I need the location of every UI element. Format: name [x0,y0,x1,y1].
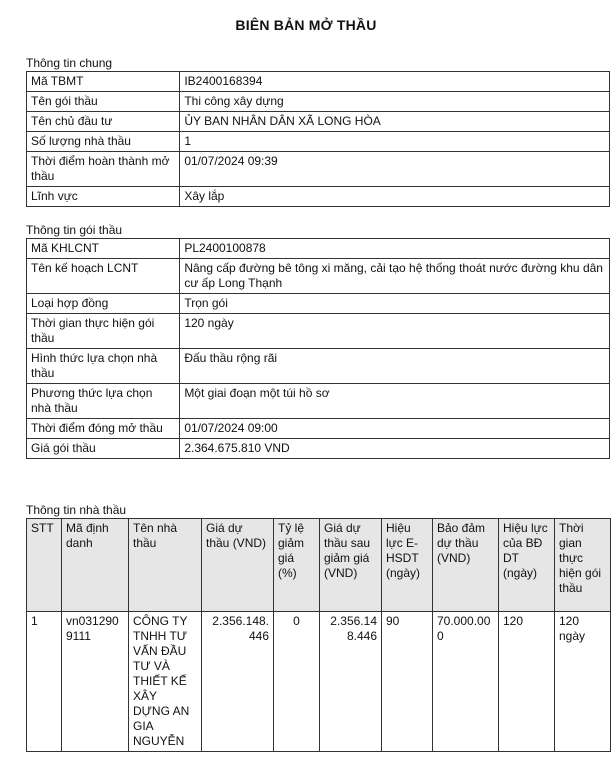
field-value: 2.364.675.810 VND [180,439,610,459]
field-value: Trọn gói [180,294,610,314]
package-info-table [26,238,610,459]
guarantee-validity-cell: 120 [499,612,555,752]
field-value: PL2400100878 [180,239,610,259]
contractor-info-heading: Thông tin nhà thầu [26,503,127,517]
validity-cell: 90 [382,612,433,752]
field-value: Đấu thầu rộng rãi [180,349,610,384]
field-label: Thời điểm hoàn thành mở thầu [27,152,180,187]
table-row [27,92,610,112]
table-row [27,612,611,752]
column-header: Hiệu lực E-HSDT (ngày) [382,519,433,612]
field-label: Thời gian thực hiện gói thầu [27,314,180,349]
bid-price-cell: 2.356.148.446 [202,612,274,752]
table-row [27,419,610,439]
table-row [27,259,610,294]
duration-cell: 120 ngày [555,612,611,752]
table-row [27,384,610,419]
column-header: Hiệu lực của BĐ DT (ngày) [499,519,555,612]
field-value: Thi công xây dựng [180,92,610,112]
field-value: 01/07/2024 09:39 [180,152,610,187]
table-row [27,314,610,349]
field-value: 1 [180,132,610,152]
field-label: Lĩnh vực [27,187,180,207]
field-label: Số lượng nhà thầu [27,132,180,152]
stt-cell: 1 [27,612,62,752]
field-label: Mã KHLCNT [27,239,180,259]
column-header: Giá dự thầu sau giảm giá (VND) [320,519,382,612]
column-header: Giá dự thầu (VND) [202,519,274,612]
price-after-discount-cell: 2.356.148.446 [320,612,382,752]
column-header: Mã định danh [62,519,129,612]
field-label: Loại hợp đồng [27,294,180,314]
guarantee-cell: 70.000.000 [433,612,499,752]
field-value: Xây lắp [180,187,610,207]
column-header: Tỷ lệ giảm giá (%) [274,519,320,612]
field-value: Nâng cấp đường bê tông xi măng, cải tạo hệ thống thoát nước đường khu dân cư ấp Long Thạnh [180,259,610,294]
field-label: Tên kế hoạch LCNT [27,259,180,294]
field-value: 01/07/2024 09:00 [180,419,610,439]
general-info-table [26,71,610,207]
table-row [27,72,610,92]
field-label: Tên gói thầu [27,92,180,112]
field-label: Mã TBMT [27,72,180,92]
table-row [27,152,610,187]
contractor-name-cell: CÔNG TY TNHH TƯ VẤN ĐẦU TƯ VÀ THIẾT KẾ XÂY DỰNG AN GIA NGUYỄN [129,612,202,752]
discount-cell: 0 [274,612,320,752]
field-value: Một giai đoạn một túi hồ sơ [180,384,610,419]
contractor-id-cell: vn0312909111 [62,612,129,752]
field-value: 120 ngày [180,314,610,349]
field-label: Phương thức lựa chọn nhà thầu [27,384,180,419]
page-title: BIÊN BẢN MỞ THẦU [235,17,377,33]
field-label: Hình thức lựa chọn nhà thầu [27,349,180,384]
column-header: Thời gian thực hiện gói thầu [555,519,611,612]
table-header-row [27,519,611,612]
column-header: Tên nhà thầu [129,519,202,612]
package-info-heading: Thông tin gói thầu [26,223,123,237]
table-row [27,294,610,314]
table-row [27,349,610,384]
field-label: Tên chủ đầu tư [27,112,180,132]
field-value: IB2400168394 [180,72,610,92]
contractor-table [26,518,611,752]
field-label: Thời điểm đóng mở thầu [27,419,180,439]
table-row [27,132,610,152]
table-row [27,187,610,207]
column-header: Bảo đảm dự thầu (VND) [433,519,499,612]
table-row [27,239,610,259]
general-info-heading: Thông tin chung [26,56,113,70]
field-label: Giá gói thầu [27,439,180,459]
table-row [27,439,610,459]
column-header: STT [27,519,62,612]
table-row [27,112,610,132]
field-value: ỦY BAN NHÂN DÂN XÃ LONG HÒA [180,112,610,132]
